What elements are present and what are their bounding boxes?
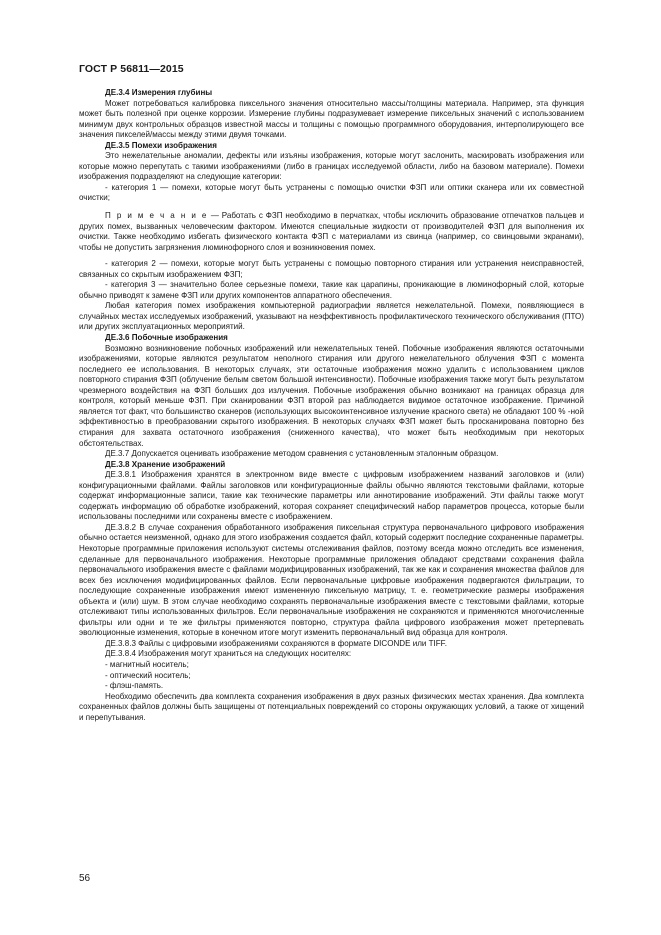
list-item-optical-media: - оптический носитель; [105, 670, 191, 680]
section-heading-de-3-8: ДЕ.3.8 Хранение изображений [105, 459, 226, 469]
paragraph-de-3-8-2: ДЕ.3.8.2 В случае сохранения обработанного изображения пиксельная структура первоначального цифрового изображения обычно остается неизменной, однако для этого изображения создается файл, который содержит последние сохраненные параметры. Некоторые программные приложения используют системы отслеживания файлов, поэтому всегда можно отследить все изменения, сделанные для первоначального изображения. Некоторые программные приложения обладают средствами сохранения файла первоначального изображения вместе с файлами модифицированных изображений, так же как и сохранения множества файлов для всех без исключения модифицированных файлов. Если первоначальные цифровые изображения подвергаются фильтрации, то последующие сохраненные изображения имеют измененную пиксельную матрицу, т. е. геометрические размеры изображения объекта и (или) шум. В этом случае необходимо сохранять первоначальные изображения вместе с текстовыми файлами, которые отслеживают типы использованных фильтров. Если первоначальные изображения не сохраняются и применяются многочисленные фильтры или одни и те же фильтры применяются повторно, структура файла цифрового изображения может претерпевать эволюционные изменения, которые в конечном итоге могут изменить первоначальный вид образца для контроля. [79, 522, 584, 638]
section-heading-de-3-4: ДЕ.3.4 Измерения глубины [105, 88, 213, 97]
paragraph-de-3-8-1: ДЕ.3.8.1 Изображения хранятся в электронном виде вместе с цифровым изображением названий заголовков и (или) конфигурационными файлами. Файлы заголовков или конфигурационные файлы обычно являются текстовыми файлами, которые содержат информационные записи, такие как технические параметры или аннотирование изображений. Эти файлы также могут содержать информацию об обработке изображений, которая сохраняет специфический набор параметров процесса, которые были использованы последними или сохранены вместе с изображением. [79, 470, 584, 522]
paragraph-depth-measurement: Может потребоваться калибровка пиксельного значения относительно массы/толщины материала. Например, эта функция может быть полезной при оценке коррозии. Измерение глубины подразумевает измерение пиксельных значений с использованием минимум двух контрольных образцов известной массы и толщины с помощью программного оборудования, интерполирующего все значения пикселей/массы между этими двумя точками. [79, 98, 584, 140]
paragraph-artifact-significance: Любая категория помех изображения компьютерной радиографии является нежелательной. Помехи, появляющиеся в случайных местах исследуемых изображений, указывают на неэффективность профилактического технического обслуживания (ПТО) или других эксплуатационных мероприятий. [79, 301, 584, 332]
section-heading-de-3-6: ДЕ.3.6 Побочные изображения [105, 333, 228, 343]
note-label: П р и м е ч а н и е [105, 211, 208, 221]
page-body [79, 88, 584, 723]
paragraph-de-3-7: ДЕ.3.7 Допускается оценивать изображение методом сравнения с установленным эталонным образцом. [105, 449, 499, 459]
paragraph-storage-sets: Необходимо обеспечить два комплекта сохранения изображения в двух разных физических местах хранения. Два комплекта сохраненных файлов должны быть защищены от потенциальных повреждений со стороны окружающих условий, а также от хищений и перепутывания. [79, 691, 584, 722]
page-number: 56 [79, 873, 91, 884]
paragraph-image-artifacts: Это нежелательные аномалии, дефекты или изъяны изображения, которые могут заслонить, маскировать изображения или которые можно перепутать с такими изображениями (либо в границах исследуемой области, либо на базовом материале). Помехи изображения подразделяют на следующие категории: [79, 151, 584, 182]
list-item-flash-memory: - флэш-память. [105, 681, 164, 691]
list-item-category-1: - категория 1 — помехи, которые могут быть устранены с помощью очистки ФЗП или оптики сканера или их совместной очистки; [79, 182, 584, 203]
paragraph-de-3-8-4: ДЕ.3.8.4 Изображения могут храниться на следующих носителях: [105, 649, 352, 659]
paragraph-de-3-8-3: ДЕ.3.8.3 Файлы с цифровыми изображениями сохраняются в формате DICONDE или TIFF. [105, 638, 447, 648]
section-heading-de-3-5: ДЕ.3.5 Помехи изображения [105, 140, 217, 150]
note-text: — Работать с ФЗП необходимо в перчатках, чтобы исключить образование отпечатков пальцев и других помех, вызванных человеческим фактором. Имеются специальные жидкости от производителей ФЗП для выполнения их очистки. Также необходимо избегать физического контакта ФЗП с материалами из свинца (например, со свинцовыми экранами), чтобы не допустить загрязнения люминофорного слоя и возникновения помех. [79, 211, 584, 252]
list-item-category-2: - категория 2 — помехи, которые могут быть устранены с помощью повторного стирания или устранения неисправностей, связанных со скрытым изображением ФЗП; [79, 259, 584, 279]
document-header: ГОСТ Р 56811—2015 [79, 63, 184, 75]
list-item-category-3: - категория 3 — значительно более серьезные помехи, такие как царапины, проникающие в люминофорный слой, которые обычно приводят к замене ФЗП или других компонентов аппаратного обеспечения. [79, 280, 584, 300]
note-paragraph [79, 211, 584, 253]
list-item-magnetic-media: - магнитный носитель; [105, 659, 189, 669]
paragraph-ghost-images: Возможно возникновение побочных изображений или нежелательных теней. Побочные изображения являются остаточными изображениями, которые являются результатом неполного стирания или другого нежелательного облучения ФЗП с момента последнего ее использования. В некоторых случаях, эти остаточные изображения можно удалить с использованием циклов повторного стирания ФЗП (облучение белым светом большой интенсивности). Побочные изображения также могут быть результатом чрезмерного воздействия на ФЗП больших доз излучения. Побочные изображения обычно возникают на границах образца для контроля, который меньше ФЗП. При сканировании ФЗП второй раз наблюдается видимое остаточное изображение. Причиной является тот факт, что большинство сканеров (использующих высокоинтенсивное излучение красного света) не обладают 100 % -ной эффективностью в преобразовании скрытого изображения. В некоторых случаях ФЗП может быть просканирована повторно без стирания для захвата остаточного изображения (сниженного качества), что может быть необходимым при некоторых обстоятельствах. [79, 343, 584, 448]
